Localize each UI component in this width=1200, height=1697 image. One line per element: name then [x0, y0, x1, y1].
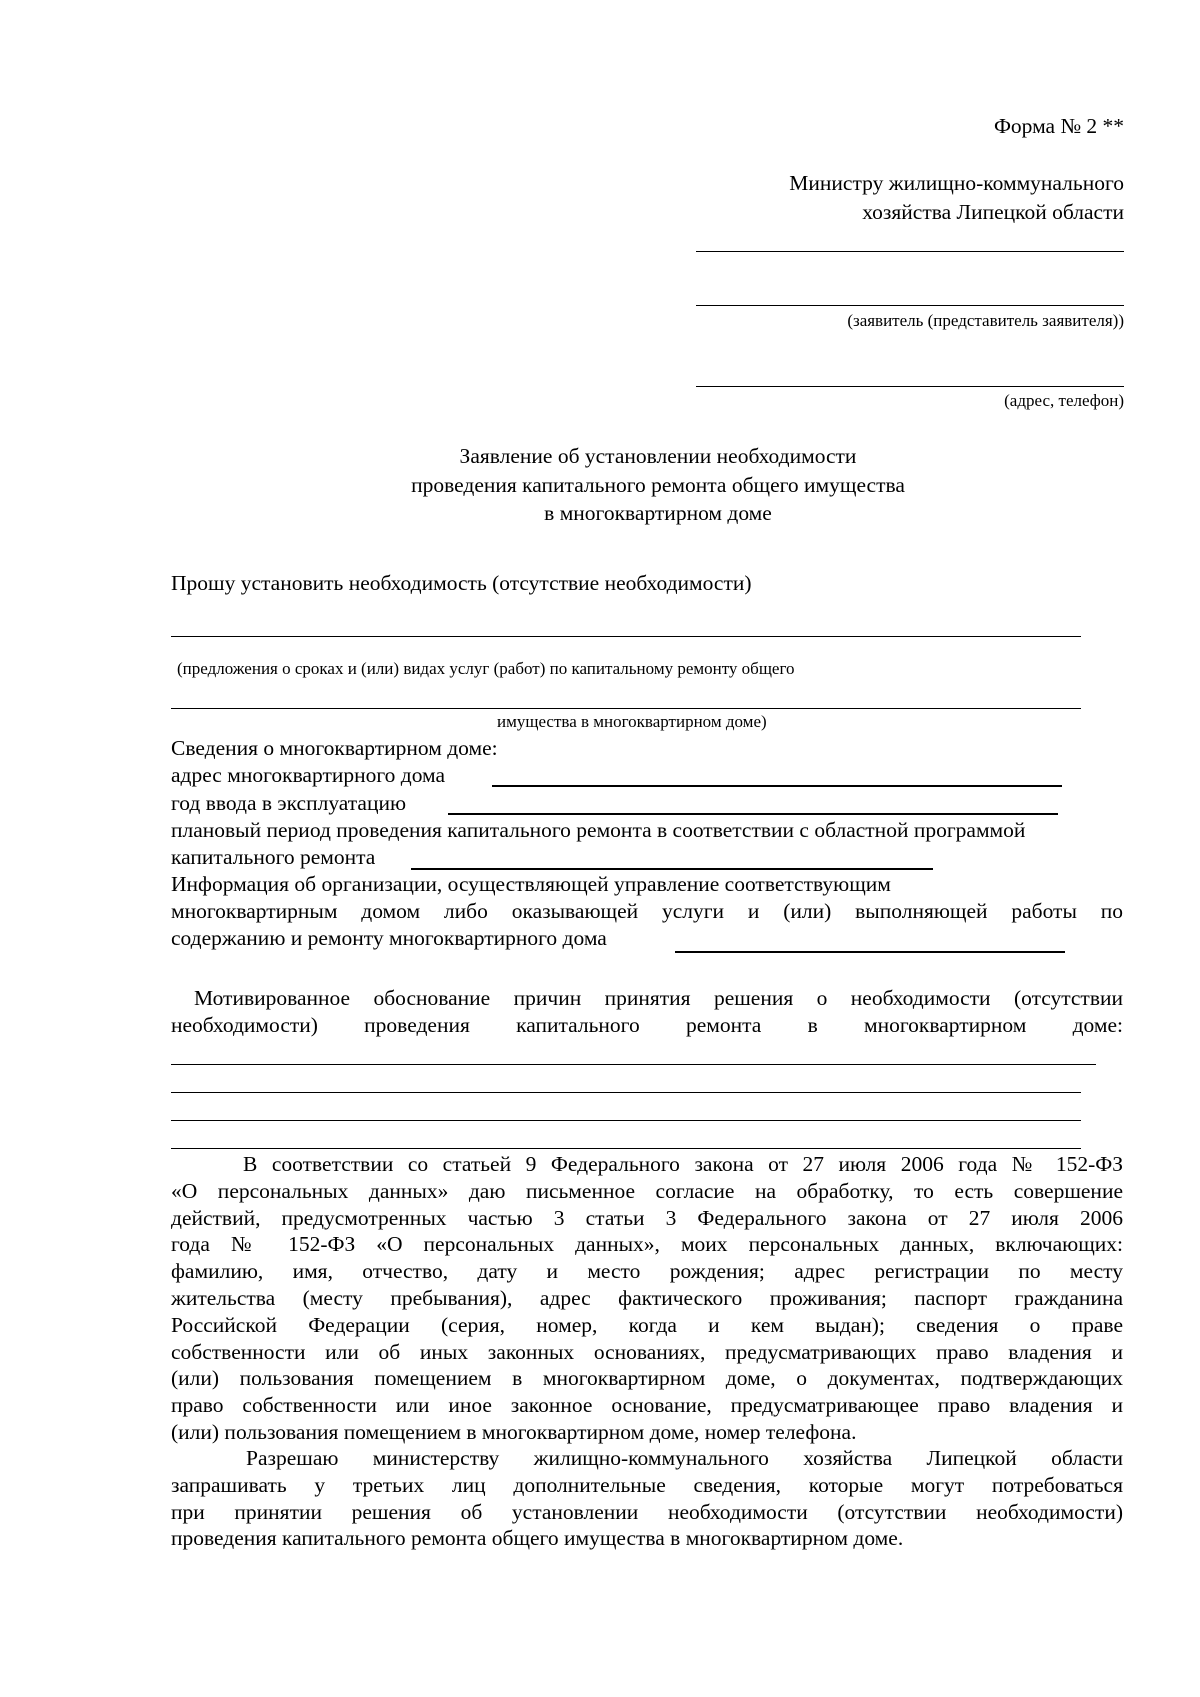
- address-caption: (адрес, телефон): [1004, 391, 1124, 410]
- addressee-line-2: хозяйства Липецкой области: [862, 200, 1124, 224]
- permission-line: Разрешаю министерству жилищно-коммунального хозяйства Липецкой области: [246, 1446, 1123, 1470]
- request-blank-line-2[interactable]: [171, 708, 1081, 709]
- consent-line: Российской Федерации (серия, номер, когда и кем выдан); сведения о праве: [171, 1312, 1123, 1337]
- permission-line: при принятии решения об установлении необходимости (отсутствии необходимости): [171, 1499, 1123, 1524]
- permission-line: запрашивать у третьих лиц дополнительные сведения, которые могут потребоваться: [171, 1472, 1123, 1497]
- consent-line: право собственности или иное законное основание, предусматривающее право владения и: [171, 1393, 1123, 1418]
- consent-line: «О персональных данных» даю письменное согласие на обработку, то есть совершение: [171, 1178, 1123, 1203]
- request-blank-line-1[interactable]: [171, 636, 1081, 637]
- applicant-blank-line-1[interactable]: [696, 251, 1124, 252]
- period-field[interactable]: [411, 868, 933, 870]
- permission-line: проведения капитального ремонта общего имущества в многоквартирном доме.: [171, 1526, 904, 1551]
- consent-line: собственности или об иных законных основаниях, предусматривающих право владения и: [171, 1339, 1123, 1364]
- house-info-heading: Сведения о многоквартирном доме:: [171, 736, 498, 760]
- house-address-label: адрес многоквартирного дома: [171, 763, 446, 787]
- consent-line: фамилию, имя, отчество, дату и место рождения; адрес регистрации по месту: [171, 1259, 1123, 1284]
- consent-line: (или) пользования помещением в многоквартирном доме, номер телефона.: [171, 1419, 857, 1444]
- applicant-blank-line-2[interactable]: [696, 305, 1124, 306]
- title-line-1: Заявление об установлении необходимости: [459, 444, 857, 468]
- request-caption-1: (предложения о сроках и (или) видах услуг (работ) по капитальному ремонту общего: [177, 659, 795, 678]
- applicant-caption: (заявитель (представитель заявителя)): [847, 311, 1124, 330]
- org-field[interactable]: [675, 951, 1065, 953]
- year-label: год ввода в эксплуатацию: [171, 791, 407, 815]
- permission-paragraph: [171, 1445, 1123, 1552]
- org-line-2: многоквартирным домом либо оказывающей услуги и (или) выполняющей работы по: [171, 899, 1123, 923]
- motivation-blank-line-3[interactable]: [171, 1120, 1081, 1121]
- period-line-1: плановый период проведения капитального ремонта в соответствии с областной программой: [171, 818, 1026, 842]
- motivation-blank-line-2[interactable]: [171, 1092, 1081, 1093]
- org-line-1: Информация об организации, осуществляющей управление соответствующим: [171, 872, 891, 896]
- consent-paragraph: [171, 1151, 1123, 1446]
- motivation-blank-line-4[interactable]: [171, 1148, 1081, 1149]
- consent-line: В соответствии со статьей 9 Федерального закона от 27 июля 2006 года № 152-ФЗ: [243, 1152, 1123, 1176]
- year-field[interactable]: [448, 813, 1058, 815]
- motivation-line-2: необходимости) проведения капитального ремонта в многоквартирном доме:: [171, 1013, 1123, 1037]
- form-number: Форма № 2 **: [993, 114, 1124, 138]
- address-blank-line[interactable]: [696, 386, 1124, 387]
- consent-line: жительства (месту пребывания), адрес фактического проживания; паспорт гражданина: [171, 1285, 1123, 1310]
- title-line-2: проведения капитального ремонта общего имущества: [411, 473, 905, 497]
- org-line-3: содержанию и ремонту многоквартирного дома: [171, 926, 607, 950]
- request-text: Прошу установить необходимость (отсутствие необходимости): [171, 571, 752, 595]
- house-address-field[interactable]: [492, 785, 1062, 787]
- consent-line: года № 152-ФЗ «О персональных данных», моих персональных данных, включающих:: [171, 1232, 1123, 1257]
- period-line-2: капитального ремонта: [171, 845, 376, 869]
- motivation-blank-line-1[interactable]: [171, 1064, 1096, 1065]
- motivation-line-1: Мотивированное обоснование причин принятия решения о необходимости (отсутствии: [194, 986, 1123, 1010]
- request-caption-2: имущества в многоквартирном доме): [497, 712, 767, 731]
- addressee-line-1: Министру жилищно-коммунального: [789, 171, 1124, 195]
- consent-line: действий, предусмотренных частью 3 статьи 3 Федерального закона от 27 июля 2006: [171, 1205, 1123, 1230]
- title-line-3: в многоквартирном доме: [544, 501, 772, 525]
- consent-line: (или) пользования помещением в многоквартирном доме, о документах, подтверждающих: [171, 1366, 1123, 1391]
